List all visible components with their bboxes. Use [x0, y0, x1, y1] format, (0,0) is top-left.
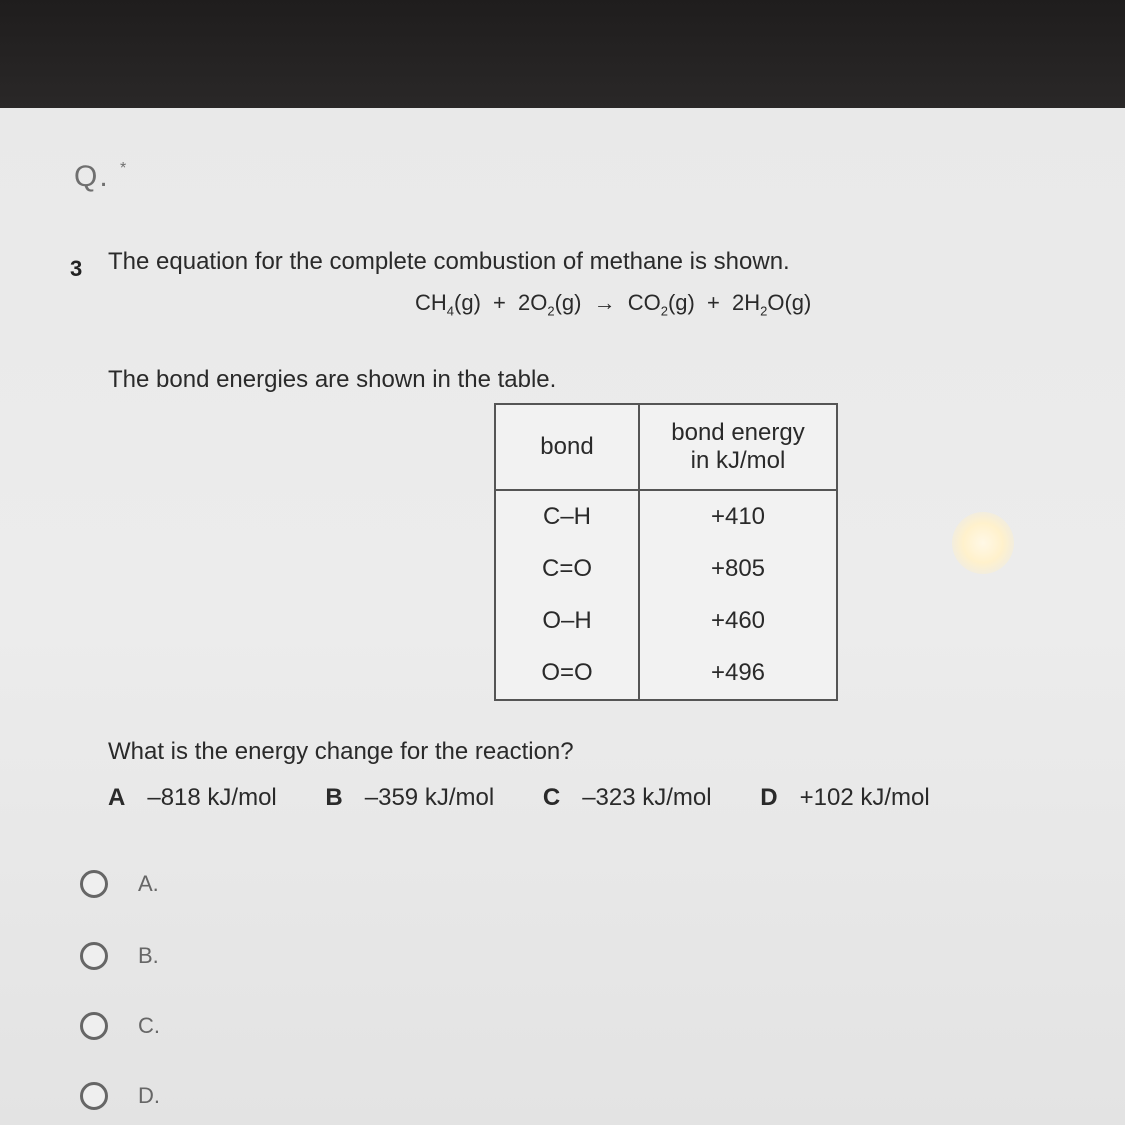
question-prompt: What is the energy change for the reaction? — [108, 738, 574, 765]
option-label: C. — [138, 1013, 160, 1038]
bond-energy-table — [494, 403, 838, 701]
choice-value: –323 kJ/mol — [582, 784, 712, 811]
eq-methane: CH — [415, 290, 447, 315]
combustion-equation — [415, 290, 811, 318]
required-mark: * — [120, 160, 129, 177]
energy-cell: +460 — [639, 595, 837, 647]
question-card — [0, 108, 1125, 1125]
eq-arrow: → — [593, 290, 616, 315]
eq-sub: 4 — [446, 303, 455, 319]
table-row — [495, 490, 837, 543]
energy-cell: +410 — [639, 490, 837, 543]
header-energy-line2: in kJ/mol — [690, 447, 786, 474]
eq-sub: 2 — [660, 303, 668, 319]
eq-state: (g) — [454, 290, 481, 315]
header-energy — [639, 404, 837, 490]
option-a[interactable] — [80, 864, 159, 904]
option-d[interactable] — [80, 1076, 160, 1116]
eq-oxygen: 2O — [518, 290, 548, 315]
table-row — [495, 595, 837, 647]
choice-value: +102 kJ/mol — [799, 784, 930, 811]
option-label: D. — [138, 1083, 160, 1108]
header-bond: bond — [495, 404, 639, 490]
bond-cell: O=O — [495, 647, 639, 700]
eq-state: O(g) — [767, 290, 812, 315]
eq-plus: + — [707, 290, 720, 315]
choice-letter: C — [542, 784, 561, 811]
option-label: B. — [138, 943, 159, 968]
choice-letter: D — [760, 784, 778, 811]
choice-letter: A — [108, 784, 126, 811]
radio-button-b[interactable] — [80, 942, 108, 970]
table-header-row — [495, 404, 837, 490]
option-b[interactable] — [80, 936, 159, 976]
screen-glare — [952, 512, 1014, 574]
bond-cell: O–H — [495, 595, 639, 647]
table-intro: The bond energies are shown in the table. — [108, 366, 557, 393]
choice-value: –818 kJ/mol — [147, 784, 277, 811]
bond-cell: C=O — [495, 543, 639, 595]
eq-sub: 2 — [760, 303, 768, 319]
question-label-text: Q. — [74, 160, 110, 193]
choice-letter: B — [325, 784, 343, 811]
radio-button-c[interactable] — [80, 1012, 108, 1040]
table-row — [495, 647, 837, 700]
table-row — [495, 543, 837, 595]
header-energy-line1: bond energy — [671, 419, 805, 446]
option-label: A. — [138, 871, 159, 896]
bond-cell: C–H — [495, 490, 639, 543]
energy-cell: +496 — [639, 647, 837, 700]
energy-cell: +805 — [639, 543, 837, 595]
question-number: 3 — [70, 256, 83, 281]
eq-water: 2H — [731, 290, 761, 315]
choice-value: –359 kJ/mol — [364, 784, 495, 811]
eq-carbon-dioxide: CO — [627, 290, 661, 315]
answer-choices-line — [108, 784, 972, 812]
radio-button-d[interactable] — [80, 1082, 108, 1110]
eq-state: (g) — [554, 290, 582, 315]
eq-sub: 2 — [547, 303, 555, 319]
eq-state: (g) — [667, 290, 695, 315]
question-label — [74, 160, 128, 194]
radio-button-a[interactable] — [80, 870, 108, 898]
question-intro: The equation for the complete combustion of methane is shown. — [108, 248, 790, 275]
option-c[interactable] — [80, 1006, 160, 1046]
eq-plus: + — [493, 290, 506, 315]
